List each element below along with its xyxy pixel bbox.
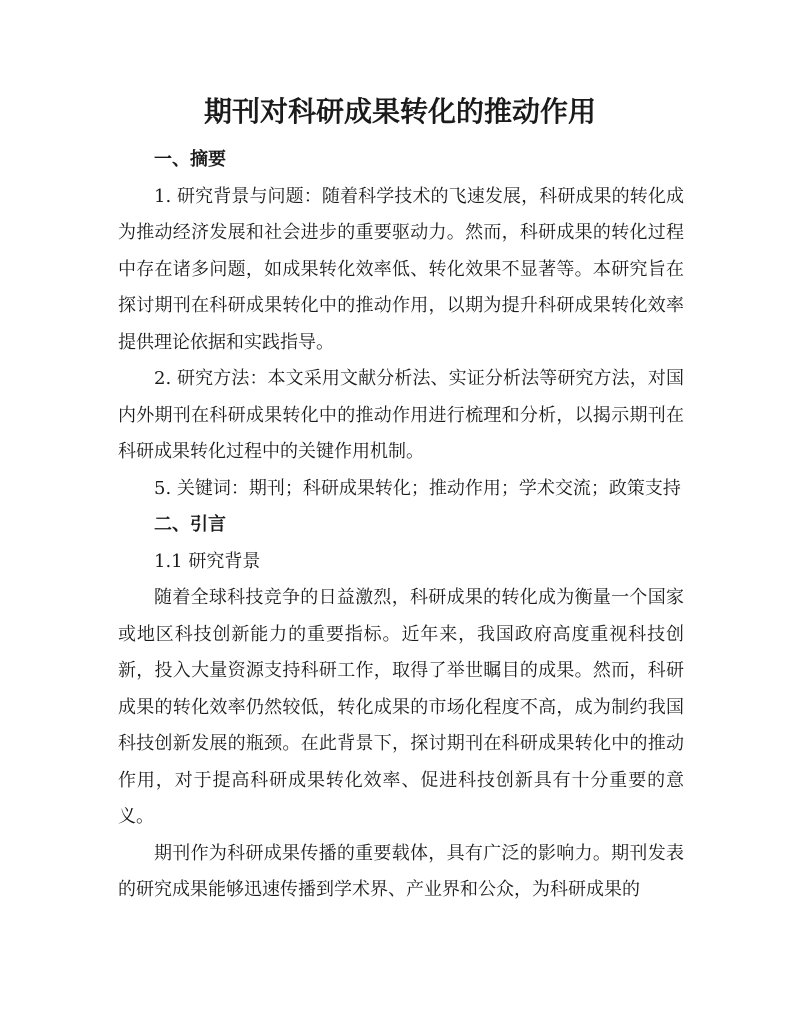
abstract-paragraph-methods: 2. 研究方法：本文采用文献分析法、实证分析法等研究方法，对国内外期刊在科研成果转化中的推动作用进行梳理和分析，以揭示期刊在科研成果转化过程中的关键作用机制。 (118, 368, 684, 462)
intro-paragraph-2: 期刊作为科研成果传播的重要载体，具有广泛的影响力。期刊发表的研究成果能够迅速传播到学术界、产业界和公众，为科研成果的 (118, 842, 684, 900)
section-heading-abstract: 一、摘要 (154, 149, 226, 170)
abstract-keywords: 5. 关键词：期刊；科研成果转化；推动作用；学术交流；政策支持 (154, 477, 681, 499)
section-heading-intro: 二、引言 (154, 514, 226, 535)
document-title: 期刊对科研成果转化的推动作用 (203, 95, 596, 128)
intro-paragraph-1: 随着全球科技竞争的日益激烈，科研成果的转化成为衡量一个国家或地区科技创新能力的重要指标。近年来，我国政府高度重视科技创新，投入大量资源支持科研工作，取得了举世瞩目的成果。然而，科研成果的转化效率仍然较低，转化成果的市场化程度不高，成为制约我国科技创新发展的瓶颈。在此背景下，探讨期刊在科研成果转化中的推动作用，对于提高科研成果转化效率、促进科技创新具有十分重要的意义。 (118, 587, 684, 827)
abstract-paragraph-background: 1. 研究背景与问题：随着科学技术的飞速发展，科研成果的转化成为推动经济发展和社会进步的重要驱动力。然而，科研成果的转化过程中存在诸多问题，如成果转化效率低、转化效果不显著等。本研究旨在探讨期刊在科研成果转化中的推动作用，以期为提升科研成果转化效率提供理论依据和实践指导。 (118, 185, 684, 353)
subsection-heading-background: 1.1 研究背景 (154, 550, 261, 572)
document-body (118, 142, 684, 909)
